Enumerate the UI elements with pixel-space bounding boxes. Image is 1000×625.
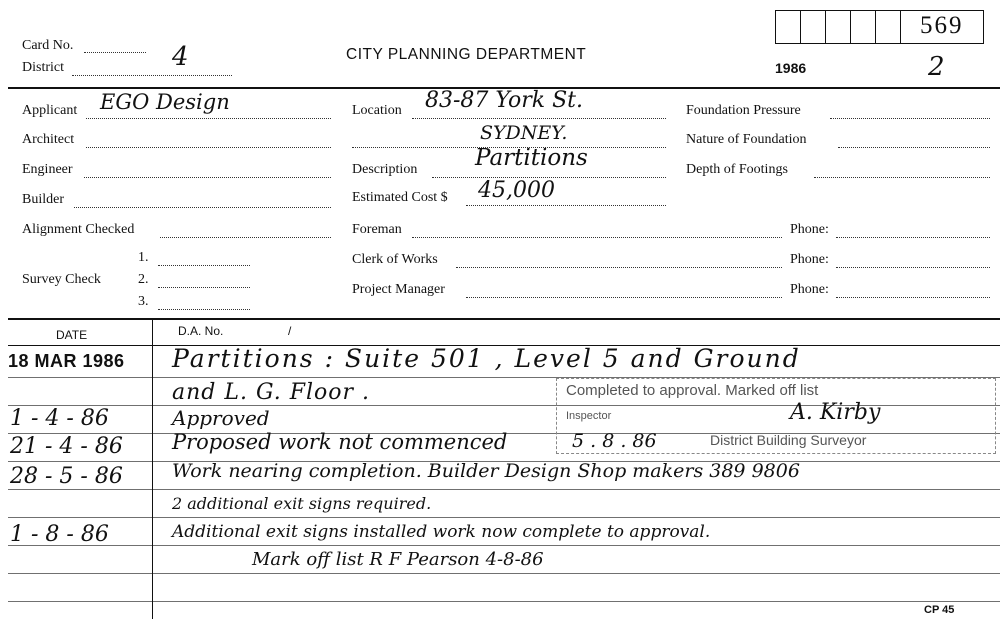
card-no-label: Card No. (22, 38, 74, 53)
survey-item-1: 1. (138, 250, 149, 265)
card-number-box (875, 10, 901, 44)
log-row-rule (8, 601, 1000, 602)
architect-line (86, 147, 331, 148)
log-entry-text: Proposed work not commenced (172, 430, 508, 454)
architect-label: Architect (22, 132, 75, 147)
card-number-box (850, 10, 876, 44)
depth-footings-line (814, 177, 990, 178)
stamp-district-text: District Building Surveyor (710, 432, 867, 448)
foundation-pressure-line (830, 118, 990, 119)
card-no-line (84, 52, 146, 53)
phone-line (836, 297, 990, 298)
sheet-number: 2 (928, 52, 945, 82)
clerk-label: Clerk of Works (352, 252, 438, 267)
location-value: 83-87 York St. (425, 88, 584, 113)
department-title: CITY PLANNING DEPARTMENT (346, 46, 587, 63)
phone-line (836, 267, 990, 268)
log-entry-text: Additional exit signs installed work now complete to approval. (172, 522, 711, 542)
estimated-cost-label: Estimated Cost $ (352, 190, 448, 205)
log-row-rule (8, 573, 1000, 574)
log-row-rule (8, 489, 1000, 490)
log-date: 1 - 4 - 86 (10, 406, 109, 431)
project-manager-line (466, 297, 782, 298)
survey-item-3: 3. (138, 294, 149, 309)
stamp-inspector-label: Inspector (566, 410, 612, 422)
location-city: SYDNEY. (480, 122, 568, 144)
foreman-label: Foreman (352, 222, 402, 237)
engineer-line (84, 177, 331, 178)
district-label: District (22, 60, 64, 75)
stamp-date: 5 . 8 . 86 (572, 430, 657, 452)
log-top-rule (8, 318, 1000, 320)
nature-foundation-line (838, 147, 990, 148)
form-code: CP 45 (924, 604, 955, 616)
applicant-value: EGO Design (100, 90, 230, 114)
phone-line (836, 237, 990, 238)
engineer-label: Engineer (22, 162, 73, 177)
log-row-rule (8, 517, 1000, 518)
date-header: DATE (56, 328, 88, 342)
clerk-line (456, 267, 782, 268)
log-entry-text: Mark off list R F Pearson 4-8-86 (252, 549, 544, 570)
builder-line (74, 207, 331, 208)
description-label: Description (352, 162, 418, 177)
foundation-pressure-label: Foundation Pressure (686, 103, 801, 118)
alignment-label: Alignment Checked (22, 222, 135, 237)
log-date: 21 - 4 - 86 (10, 434, 123, 459)
survey-line-2 (158, 287, 250, 288)
nature-foundation-label: Nature of Foundation (686, 132, 807, 147)
card-number-box (775, 10, 801, 44)
estimated-cost-line (466, 205, 666, 206)
location-line (412, 118, 666, 119)
alignment-line (160, 237, 331, 238)
card-number: 569 (920, 12, 964, 39)
log-entry-text: Partitions : Suite 501 , Level 5 and Ground (172, 344, 801, 373)
district-value: 4 (172, 42, 189, 72)
description-value: Partitions (475, 145, 588, 171)
project-manager-label: Project Manager (352, 282, 445, 297)
builder-label: Builder (22, 192, 64, 207)
log-entry-text: Approved (172, 406, 270, 430)
log-entry-text: and L. G. Floor . (172, 380, 371, 405)
da-no-label: D.A. No. (178, 324, 224, 338)
estimated-cost-value: 45,000 (478, 178, 555, 203)
year-label: 1986 (775, 60, 807, 76)
log-entry-text: Work nearing completion. Builder Design Shop makers 389 9806 (172, 460, 800, 482)
log-entry-text: 2 additional exit signs required. (172, 494, 432, 513)
card-number-box (800, 10, 826, 44)
card-number-box (825, 10, 851, 44)
district-line (72, 75, 232, 76)
survey-label: Survey Check (22, 272, 101, 287)
log-date: 1 - 8 - 86 (10, 522, 109, 547)
location-label: Location (352, 103, 402, 118)
log-date: 18 MAR 1986 (8, 351, 125, 371)
survey-line-3 (158, 309, 250, 310)
date-column-divider (152, 319, 153, 619)
log-row-rule (8, 545, 1000, 546)
log-date: 28 - 5 - 86 (10, 464, 123, 489)
survey-line-1 (158, 265, 250, 266)
foreman-line (412, 237, 782, 238)
depth-footings-label: Depth of Footings (686, 162, 788, 177)
stamp-completed-text: Completed to approval. Marked off list (566, 382, 819, 399)
applicant-line (86, 118, 331, 119)
phone-label: Phone: (790, 252, 829, 267)
stamp-signature: A. Kirby (790, 400, 881, 425)
da-no-slash: / (288, 324, 292, 338)
applicant-label: Applicant (22, 103, 78, 118)
survey-item-2: 2. (138, 272, 149, 287)
phone-label: Phone: (790, 222, 829, 237)
phone-label: Phone: (790, 282, 829, 297)
